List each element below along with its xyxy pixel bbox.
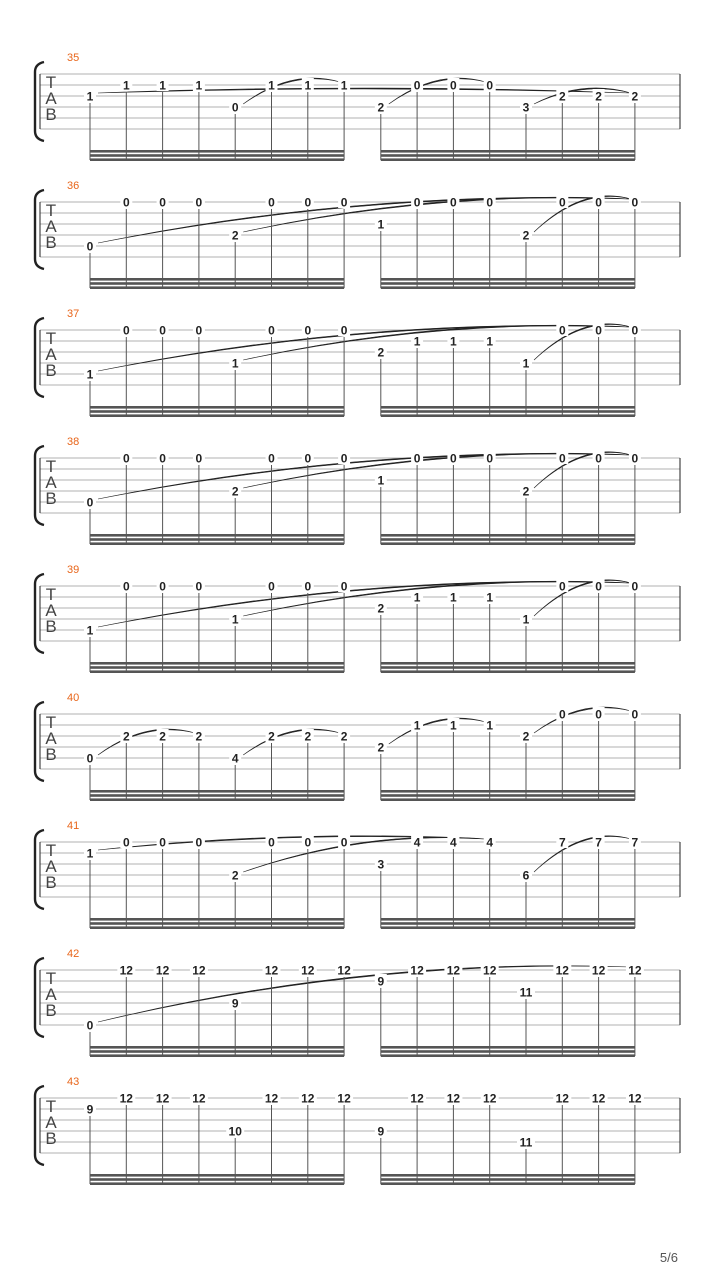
beam <box>381 666 635 669</box>
fret-number: 3 <box>522 100 530 115</box>
fret-number: 12 <box>301 963 315 978</box>
fret-number: 0 <box>631 323 639 338</box>
tie <box>534 196 631 232</box>
fret-number: 1 <box>231 612 239 627</box>
fret-number: 0 <box>86 1018 94 1033</box>
fret-number: 1 <box>304 78 312 93</box>
tab-clef-letter: B <box>45 489 57 508</box>
tie <box>98 729 195 755</box>
fret-number: 2 <box>231 484 239 499</box>
fret-number: 0 <box>595 195 602 210</box>
beam <box>90 798 344 801</box>
beam <box>381 1174 635 1177</box>
beam <box>90 794 344 797</box>
fret-number: 2 <box>340 729 348 744</box>
tie <box>534 707 631 733</box>
beam <box>90 1182 344 1185</box>
fret-number: 0 <box>231 100 239 115</box>
fret-number: 0 <box>195 195 203 210</box>
fret-number: 0 <box>268 323 275 338</box>
fret-number: 0 <box>340 579 348 594</box>
fret-number: 0 <box>122 579 130 594</box>
tab-clef-letter: A <box>45 1113 57 1132</box>
fret-number: 0 <box>86 495 94 510</box>
fret-number: 2 <box>377 100 385 115</box>
fret-number: 12 <box>483 963 497 978</box>
fret-number: 2 <box>231 868 239 883</box>
fret-number: 6 <box>522 868 530 883</box>
fret-number: 0 <box>268 835 275 850</box>
fret-number: 0 <box>159 451 166 466</box>
fret-number: 2 <box>522 484 530 499</box>
fret-number: 0 <box>595 451 602 466</box>
fret-number: 0 <box>486 195 494 210</box>
beam <box>90 534 344 537</box>
fret-number: 7 <box>595 835 602 850</box>
fret-number: 2 <box>595 89 602 104</box>
tab-clef-letter: B <box>45 233 57 252</box>
fret-number: 0 <box>631 707 639 722</box>
fret-number: 12 <box>119 1091 133 1106</box>
fret-number: 1 <box>377 473 385 488</box>
beam <box>381 278 635 281</box>
fret-number: 12 <box>410 1091 424 1106</box>
fret-number: 2 <box>231 228 239 243</box>
fret-number: 2 <box>122 729 130 744</box>
tab-system <box>35 308 680 417</box>
fret-number: 7 <box>558 835 566 850</box>
fret-number: 1 <box>413 334 421 349</box>
fret-number: 9 <box>377 974 385 989</box>
beam <box>90 538 344 541</box>
measure-number: 39 <box>67 564 80 576</box>
fret-number: 0 <box>631 451 639 466</box>
tab-system <box>35 1076 680 1185</box>
beam <box>90 158 344 161</box>
fret-number: 0 <box>450 78 457 93</box>
tab-clef-letter: T <box>45 201 57 220</box>
fret-number: 11 <box>519 1135 533 1150</box>
fret-number: 12 <box>483 1091 497 1106</box>
fret-number: 2 <box>195 729 203 744</box>
measure-number: 37 <box>67 308 80 320</box>
fret-number: 2 <box>377 601 385 616</box>
beam <box>90 410 344 413</box>
beam <box>381 670 635 673</box>
beam <box>381 154 635 157</box>
beam <box>381 542 635 545</box>
fret-number: 12 <box>264 963 279 978</box>
tie <box>534 580 631 616</box>
measure-number: 42 <box>67 948 80 960</box>
beam <box>381 406 635 409</box>
fret-number: 0 <box>340 835 348 850</box>
fret-number: 2 <box>377 345 385 360</box>
fret-number: 3 <box>377 857 385 872</box>
fret-number: 4 <box>231 751 239 766</box>
beam <box>90 926 344 929</box>
fret-number: 1 <box>377 217 385 232</box>
fret-number: 0 <box>268 451 275 466</box>
tab-clef-letter: A <box>45 345 57 364</box>
tie <box>534 452 631 488</box>
fret-number: 0 <box>486 78 494 93</box>
tab-clef-letter: T <box>45 713 57 732</box>
fret-number: 1 <box>340 78 348 93</box>
fret-number: 1 <box>86 89 94 104</box>
measure-number: 36 <box>67 180 80 192</box>
fret-number: 1 <box>122 78 130 93</box>
fret-number: 1 <box>268 78 275 93</box>
measure-number: 35 <box>67 52 80 64</box>
fret-number: 1 <box>522 356 530 371</box>
fret-number: 0 <box>86 751 94 766</box>
fret-number: 0 <box>195 579 203 594</box>
beam <box>381 286 635 289</box>
fret-number: 9 <box>377 1124 385 1139</box>
fret-number: 1 <box>522 612 530 627</box>
fret-number: 1 <box>486 718 494 733</box>
fret-number: 1 <box>86 623 94 638</box>
tie <box>98 581 631 627</box>
fret-number: 12 <box>192 963 206 978</box>
fret-number: 0 <box>159 323 166 338</box>
fret-number: 0 <box>595 323 602 338</box>
fret-number: 2 <box>304 729 312 744</box>
tab-clef-letter: A <box>45 985 57 1004</box>
tie <box>534 324 631 360</box>
fret-number: 12 <box>446 1091 461 1106</box>
fret-number: 1 <box>450 334 457 349</box>
fret-number: 12 <box>591 1091 606 1106</box>
tie <box>98 325 631 371</box>
beam <box>381 538 635 541</box>
tab-clef-letter: B <box>45 1001 57 1020</box>
fret-number: 0 <box>558 579 566 594</box>
tie <box>534 836 631 872</box>
beam <box>90 666 344 669</box>
fret-number: 0 <box>159 579 166 594</box>
fret-number: 0 <box>268 579 275 594</box>
beam <box>381 1050 635 1053</box>
fret-number: 0 <box>413 451 421 466</box>
fret-number: 0 <box>159 195 166 210</box>
fret-number: 1 <box>413 590 421 605</box>
fret-number: 0 <box>558 707 566 722</box>
tab-system <box>35 820 680 929</box>
fret-number: 0 <box>450 451 457 466</box>
tab-clef-letter: A <box>45 89 57 108</box>
fret-number: 12 <box>446 963 461 978</box>
tab-clef-letter: A <box>45 857 57 876</box>
fret-number: 1 <box>195 78 203 93</box>
fret-number: 12 <box>337 963 351 978</box>
beam <box>381 1178 635 1181</box>
fret-number: 2 <box>631 89 639 104</box>
fret-number: 0 <box>558 323 566 338</box>
tab-clef-letter: A <box>45 473 57 492</box>
tie <box>243 729 340 755</box>
fret-number: 4 <box>413 835 421 850</box>
fret-number: 0 <box>340 323 348 338</box>
tie <box>98 453 631 499</box>
beam <box>90 542 344 545</box>
beam <box>381 794 635 797</box>
fret-number: 1 <box>450 718 457 733</box>
fret-number: 0 <box>340 195 348 210</box>
fret-number: 12 <box>628 963 642 978</box>
fret-number: 0 <box>195 835 203 850</box>
tie <box>389 78 486 104</box>
tab-clef-letter: T <box>45 1097 57 1116</box>
fret-number: 1 <box>86 846 94 861</box>
beam <box>381 534 635 537</box>
beam <box>90 406 344 409</box>
beam <box>381 1054 635 1057</box>
beam <box>90 1054 344 1057</box>
fret-number: 2 <box>522 729 530 744</box>
tab-system <box>35 564 680 673</box>
tab-clef-letter: T <box>45 969 57 988</box>
fret-number: 0 <box>631 195 639 210</box>
tab-system <box>35 692 680 801</box>
fret-number: 0 <box>122 323 130 338</box>
fret-number: 2 <box>377 740 385 755</box>
beam <box>90 662 344 665</box>
tab-clef-letter: T <box>45 329 57 348</box>
fret-number: 11 <box>519 985 533 1000</box>
fret-number: 2 <box>558 89 566 104</box>
fret-number: 12 <box>155 1091 170 1106</box>
page-number: 5/6 <box>659 1250 678 1265</box>
beam <box>90 278 344 281</box>
tab-system <box>35 52 680 161</box>
beam <box>90 1050 344 1053</box>
measure-number: 40 <box>67 692 80 704</box>
fret-number: 0 <box>122 835 130 850</box>
beam <box>90 670 344 673</box>
beam <box>381 150 635 153</box>
beam <box>90 154 344 157</box>
fret-number: 1 <box>231 356 239 371</box>
measure-number: 38 <box>67 436 80 448</box>
tie <box>98 197 631 243</box>
tab-clef-letter: T <box>45 457 57 476</box>
fret-number: 0 <box>486 451 494 466</box>
fret-number: 0 <box>558 451 566 466</box>
fret-number: 7 <box>631 835 639 850</box>
tie <box>243 78 340 104</box>
beam <box>90 286 344 289</box>
fret-number: 1 <box>413 718 421 733</box>
fret-number: 4 <box>450 835 457 850</box>
beam <box>381 798 635 801</box>
fret-number: 4 <box>486 835 494 850</box>
beam <box>381 282 635 285</box>
tab-clef-letter: B <box>45 745 57 764</box>
tab-clef-letter: T <box>45 73 57 92</box>
tie <box>98 88 631 93</box>
beam <box>381 1046 635 1049</box>
tab-clef-letter: A <box>45 601 57 620</box>
beam <box>90 150 344 153</box>
beam <box>381 662 635 665</box>
tab-system <box>35 948 680 1057</box>
fret-number: 12 <box>410 963 424 978</box>
tab-clef-letter: B <box>45 361 57 380</box>
fret-number: 0 <box>595 707 602 722</box>
fret-number: 0 <box>304 323 312 338</box>
fret-number: 12 <box>591 963 606 978</box>
beam <box>381 414 635 417</box>
fret-number: 9 <box>231 996 239 1011</box>
fret-number: 12 <box>555 1091 569 1106</box>
beam <box>90 282 344 285</box>
fret-number: 12 <box>555 963 569 978</box>
fret-number: 2 <box>522 228 530 243</box>
fret-number: 0 <box>450 195 457 210</box>
fret-number: 12 <box>155 963 170 978</box>
tab-clef-letter: A <box>45 217 57 236</box>
measure-number: 43 <box>67 1076 80 1088</box>
fret-number: 12 <box>628 1091 642 1106</box>
fret-number: 1 <box>159 78 166 93</box>
beam <box>381 922 635 925</box>
tab-system <box>35 436 680 545</box>
fret-number: 9 <box>86 1102 94 1117</box>
fret-number: 0 <box>159 835 166 850</box>
beam <box>381 918 635 921</box>
fret-number: 0 <box>631 579 639 594</box>
tie <box>389 718 486 744</box>
beam <box>90 790 344 793</box>
fret-number: 12 <box>192 1091 206 1106</box>
beam <box>90 918 344 921</box>
beam <box>381 410 635 413</box>
fret-number: 0 <box>340 451 348 466</box>
fret-number: 0 <box>195 323 203 338</box>
fret-number: 0 <box>86 239 94 254</box>
fret-number: 0 <box>304 835 312 850</box>
fret-number: 1 <box>86 367 94 382</box>
beam <box>90 1174 344 1177</box>
tab-clef-letter: B <box>45 1129 57 1148</box>
fret-number: 0 <box>122 195 130 210</box>
beam <box>90 1178 344 1181</box>
beam <box>381 158 635 161</box>
fret-number: 0 <box>413 78 421 93</box>
fret-number: 1 <box>450 590 457 605</box>
fret-number: 0 <box>304 451 312 466</box>
fret-number: 10 <box>228 1124 242 1139</box>
fret-number: 12 <box>264 1091 279 1106</box>
fret-number: 2 <box>268 729 275 744</box>
fret-number: 12 <box>337 1091 351 1106</box>
measure-number: 41 <box>67 820 80 832</box>
fret-number: 1 <box>486 590 494 605</box>
fret-number: 2 <box>159 729 166 744</box>
beam <box>90 922 344 925</box>
fret-number: 0 <box>268 195 275 210</box>
fret-number: 0 <box>595 579 602 594</box>
fret-number: 12 <box>119 963 133 978</box>
beam <box>381 926 635 929</box>
tab-clef-letter: B <box>45 873 57 892</box>
tab-clef-letter: T <box>45 841 57 860</box>
tab-clef-letter: A <box>45 729 57 748</box>
fret-number: 0 <box>304 579 312 594</box>
tab-clef-letter: T <box>45 585 57 604</box>
beam <box>381 790 635 793</box>
beam <box>90 1046 344 1049</box>
tab-clef-letter: B <box>45 105 57 124</box>
fret-number: 12 <box>301 1091 315 1106</box>
fret-number: 0 <box>558 195 566 210</box>
beam <box>381 1182 635 1185</box>
fret-number: 1 <box>486 334 494 349</box>
beam <box>90 414 344 417</box>
fret-number: 0 <box>413 195 421 210</box>
tab-clef-letter: B <box>45 617 57 636</box>
fret-number: 0 <box>304 195 312 210</box>
tab-system <box>35 180 680 289</box>
fret-number: 0 <box>122 451 130 466</box>
fret-number: 0 <box>195 451 203 466</box>
